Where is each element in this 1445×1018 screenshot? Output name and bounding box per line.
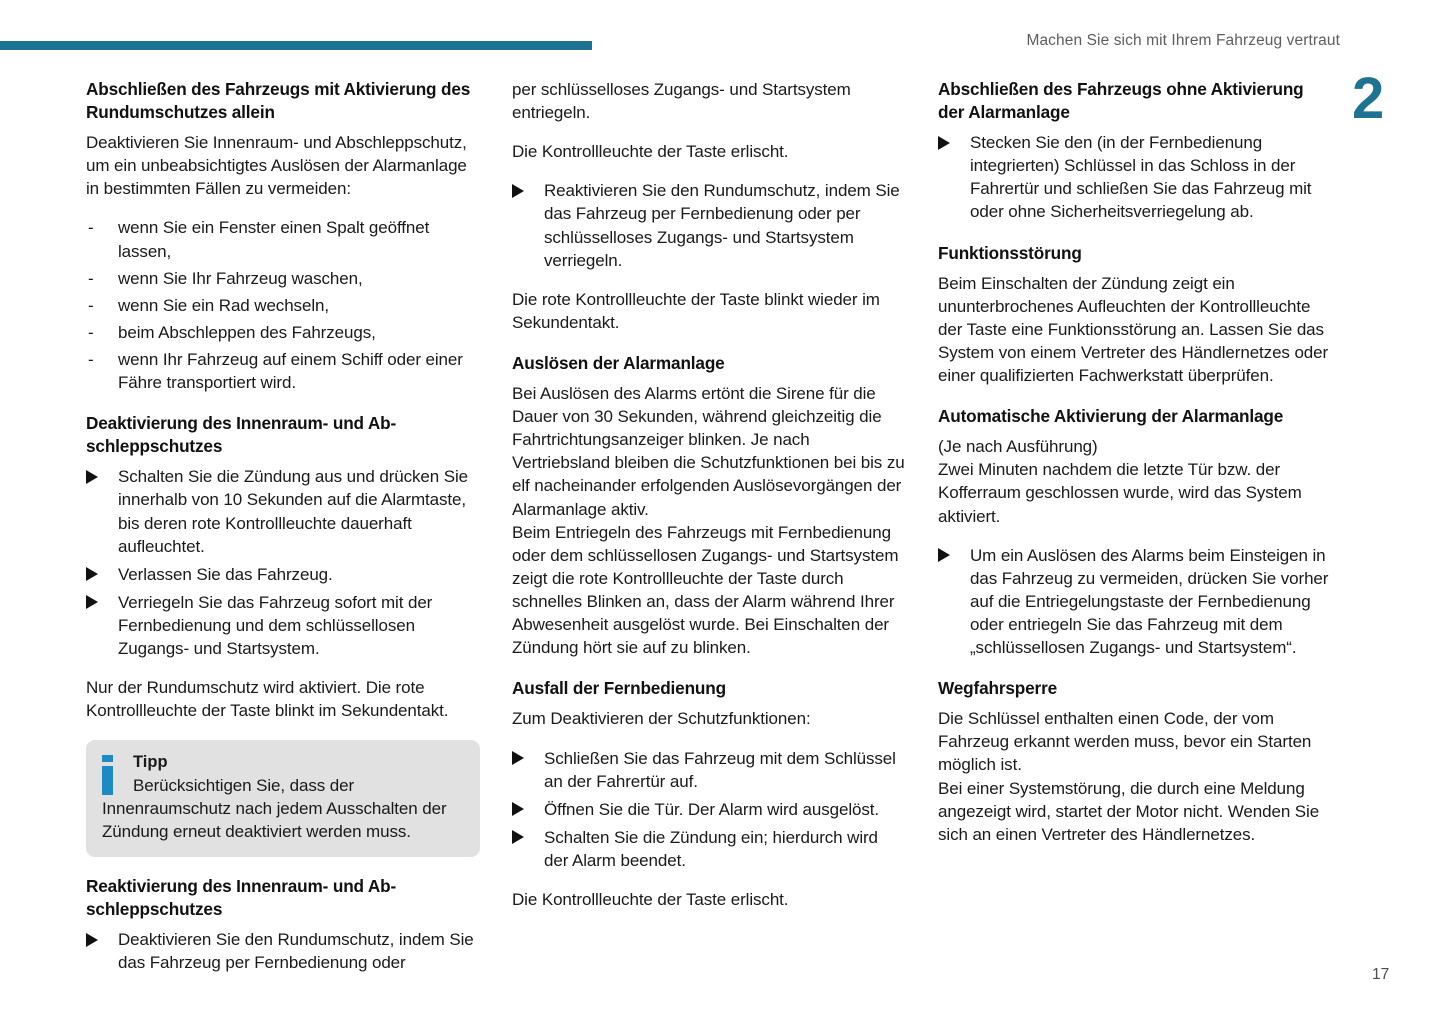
list-item: [86, 465, 480, 557]
paragraph-variant-note: (Je nach Ausführung): [938, 437, 1098, 457]
list-item: [512, 179, 906, 271]
action-list-block: [512, 747, 906, 873]
section-heading-lock-with-perimeter: Abschließen des Fahrzeugs mit Aktivierung des Rundumschutzes allein: [86, 79, 471, 123]
info-icon: [102, 755, 113, 795]
paragraph-text: Die Kontrollleuchte der Taste erlischt.: [512, 142, 789, 162]
list-item: [86, 928, 480, 974]
list-item-label: Verriegeln Sie das Fahrzeug sofort mit der Fernbedienung und dem schlüssellosen Zugangs- und Startsystem.: [118, 592, 433, 659]
triangle-bullet-icon: [938, 548, 950, 562]
procedure-list-lock-without-alarm: [938, 131, 1332, 223]
paragraph-text: per schlüsselloses Zugangs- und Startsystem entriegeln.: [512, 80, 851, 123]
section-heading-reactivation: Reaktivierung des Innenraum- und Ab-schleppschutzes: [86, 876, 397, 920]
list-item-label: beim Abschleppen des Fahrzeugs,: [118, 322, 376, 342]
list-item-label: wenn Sie ein Rad wechseln,: [118, 295, 329, 315]
tip-title: Tipp: [133, 753, 168, 772]
exception-list: [86, 216, 480, 394]
list-item-label: Stecken Sie den (in der Fernbedienung integrierten) Schlüssel in das Schloss in der Fahrertür und schließen Sie das Fahrzeug mit oder ohne Sicherheitsverriegelung ab.: [970, 133, 1312, 222]
action-list-block: [938, 544, 1332, 660]
paragraph-text: Zum Deaktivieren der Schutzfunktionen:: [512, 709, 811, 729]
list-item-label: Deaktivieren Sie den Rundumschutz, indem Sie das Fahrzeug per Fernbedienung oder: [118, 930, 474, 973]
dash-list-block: [86, 216, 480, 394]
list-item: [86, 348, 480, 394]
paragraph-text: Zwei Minuten nachdem die letzte Tür bzw. der Kofferraum geschlossen wurde, wird das System aktiviert.: [938, 460, 1302, 526]
page-number: 17: [1372, 966, 1390, 983]
paragraph-block: [512, 382, 906, 521]
triangle-bullet-icon: [86, 933, 98, 947]
page-header-title: Machen Sie sich mit Ihrem Fahrzeug vertraut: [1026, 32, 1340, 49]
section-heading-remote-failure: Ausfall der Fernbedienung: [512, 678, 726, 699]
list-item-label: Schalten Sie die Zündung ein; hierdurch wird der Alarm beendet.: [544, 827, 878, 870]
tip-callout-box: [86, 740, 480, 857]
paragraph-block: [938, 458, 1332, 527]
list-item: [512, 747, 906, 793]
list-item-label: wenn Sie ein Fenster einen Spalt geöffnet lassen,: [118, 218, 430, 261]
dash-bullet-icon: -: [88, 268, 94, 288]
section-heading-deactivation: Deaktivierung des Innenraum- und Ab-schleppschutzes: [86, 413, 397, 457]
paragraph-text: Bei einer Systemstörung, die durch eine Meldung angezeigt wird, startet der Motor nicht. Wenden Sie sich an einen Vertreter des Händlernetzes.: [938, 778, 1320, 844]
procedure-list-reactivation: [86, 928, 480, 974]
action-list-block: [86, 928, 480, 974]
list-item-label: Öffnen Sie die Tür. Der Alarm wird ausgelöst.: [544, 799, 880, 819]
paragraph-block: [512, 140, 906, 163]
paragraph-block: [938, 272, 1332, 388]
list-item-label: Schalten Sie die Zündung aus und drücken Sie innerhalb von 10 Sekunden auf die Alarmtaste, bis deren rote Kontrollleuchte dauerhaft aufleuchtet.: [118, 467, 469, 556]
dash-bullet-icon: -: [88, 218, 94, 238]
list-item-label: wenn Ihr Fahrzeug auf einem Schiff oder einer Fähre transportiert wird.: [118, 349, 463, 393]
list-item-label: Reaktivieren Sie den Rundumschutz, indem Sie das Fahrzeug per Fernbedienung oder per schlüsselloses Zugangs- und Startsystem verriegeln.: [544, 181, 900, 270]
triangle-bullet-icon: [86, 567, 98, 581]
chapter-number-tab: 2: [1352, 66, 1385, 131]
list-item-label: Um ein Auslösen des Alarms beim Einsteigen in das Fahrzeug zu vermeiden, drücken Sie vorher auf die Entriegelungstaste der Fernbedienung oder entriegeln Sie das Fahrzeug mit dem „schlüssellosen Zugangs- und Startsystem“.: [970, 545, 1329, 658]
procedure-list-reactivate-perimeter: [512, 179, 906, 271]
paragraph-text: Deaktivieren Sie Innenraum- und Abschleppschutz, um ein unbeabsichtigtes Auslösen der Alarmanlage in bestimmten Fällen zu vermeiden:: [86, 133, 467, 199]
paragraph-text: Die Kontrollleuchte der Taste erlischt.: [512, 890, 789, 910]
header-rule: [0, 41, 592, 50]
paragraph-text: Bei Auslösen des Alarms ertönt die Sirene für die Dauer von 30 Sekunden, während gleichzeitig die Fahrtrichtungsanzeiger blinken. Je nach Vertriebsland bleiben die Schutzfunktionen bei bis zu elf nacheinander erfolgenden Auslösevorgängen der Alarmanlage aktiv.: [512, 384, 905, 519]
list-item: [938, 131, 1332, 223]
section-heading-immobiliser: Wegfahrsperre: [938, 678, 1058, 699]
dash-bullet-icon: -: [88, 349, 94, 369]
paragraph-text: Die Schlüssel enthalten einen Code, der vom Fahrzeug erkannt werden muss, bevor ein Starten möglich ist.: [938, 709, 1312, 775]
paragraph-block: [512, 78, 906, 124]
action-list-block: [86, 465, 480, 660]
paragraph-block: [512, 707, 906, 730]
paragraph-text: Die rote Kontrollleuchte der Taste blinkt wieder im Sekundentakt.: [512, 289, 880, 332]
list-item: [86, 321, 480, 344]
paragraph-block: [938, 435, 1332, 458]
page-columns: [0, 78, 1445, 978]
paragraph-block: [86, 676, 480, 722]
procedure-list-remote-failure: [512, 747, 906, 873]
list-item: [86, 591, 480, 660]
list-item: [86, 216, 480, 262]
triangle-bullet-icon: [512, 751, 524, 765]
list-item: [512, 798, 906, 821]
column-left: [86, 78, 480, 974]
procedure-list-deactivation: [86, 465, 480, 660]
list-item: [86, 563, 480, 586]
list-item: [86, 294, 480, 317]
section-heading-alarm-trigger: Auslösen der Alarmanlage: [512, 352, 725, 373]
paragraph-text: Beim Einschalten der Zündung zeigt ein ununterbrochenes Aufleuchten der Kontrollleuchte der Taste eine Funktionsstörung an. Lassen Sie das System von einem Vertreter des Händlernetzes oder einer qualifizierten Fachwerkstatt überprüfen.: [938, 273, 1329, 386]
list-item-label: Schließen Sie das Fahrzeug mit dem Schlüssel an der Fahrertür auf.: [544, 748, 896, 791]
list-item-label: Verlassen Sie das Fahrzeug.: [118, 564, 333, 584]
paragraph-block: [86, 131, 480, 200]
section-heading-malfunction: Funktionsstörung: [938, 242, 1082, 263]
paragraph-block: [938, 707, 1332, 776]
column-right: [938, 78, 1332, 846]
list-item-label: wenn Sie Ihr Fahrzeug waschen,: [118, 268, 363, 288]
paragraph-text: Nur der Rundumschutz wird aktiviert. Die rote Kontrollleuchte der Taste blinkt im Sekundentakt.: [86, 678, 449, 721]
dash-bullet-icon: -: [88, 295, 94, 315]
triangle-bullet-icon: [86, 470, 98, 484]
list-item: [938, 544, 1332, 660]
paragraph-block: [512, 288, 906, 334]
column-middle: [512, 78, 906, 911]
dash-bullet-icon: -: [88, 322, 94, 342]
triangle-bullet-icon: [86, 595, 98, 609]
section-heading-automatic-activation: Automatische Aktivierung der Alarmanlage: [938, 406, 1284, 427]
triangle-bullet-icon: [512, 184, 524, 198]
section-heading-lock-without-alarm: Abschließen des Fahrzeugs ohne Aktivierung der Alarmanlage: [938, 79, 1304, 123]
tip-text-body: Innenraumschutz nach jedem Ausschalten der Zündung erneut deaktiviert werden muss.: [102, 798, 447, 842]
action-list-block: [938, 131, 1332, 223]
list-item: [512, 826, 906, 872]
paragraph-block: [512, 888, 906, 911]
triangle-bullet-icon: [938, 136, 950, 150]
paragraph-text: Beim Entriegeln des Fahrzeugs mit Fernbedienung oder dem schlüssellosen Zugangs- und Startsystem zeigt die rote Kontrollleuchte der Taste durch schnelles Blinken an, dass der Alarm während Ihrer Abwesenheit ausgelöst wurde. Bei Einschalten der Zündung hört sie auf zu blinken.: [512, 522, 899, 658]
paragraph-block: [512, 521, 906, 660]
tip-text-first-line: Berücksichtigen Sie, dass der: [133, 775, 355, 795]
procedure-list-avoid-alarm: [938, 544, 1332, 660]
triangle-bullet-icon: [512, 830, 524, 844]
paragraph-block: [938, 777, 1332, 846]
list-item: [86, 267, 480, 290]
action-list-block: [512, 179, 906, 271]
triangle-bullet-icon: [512, 802, 524, 816]
